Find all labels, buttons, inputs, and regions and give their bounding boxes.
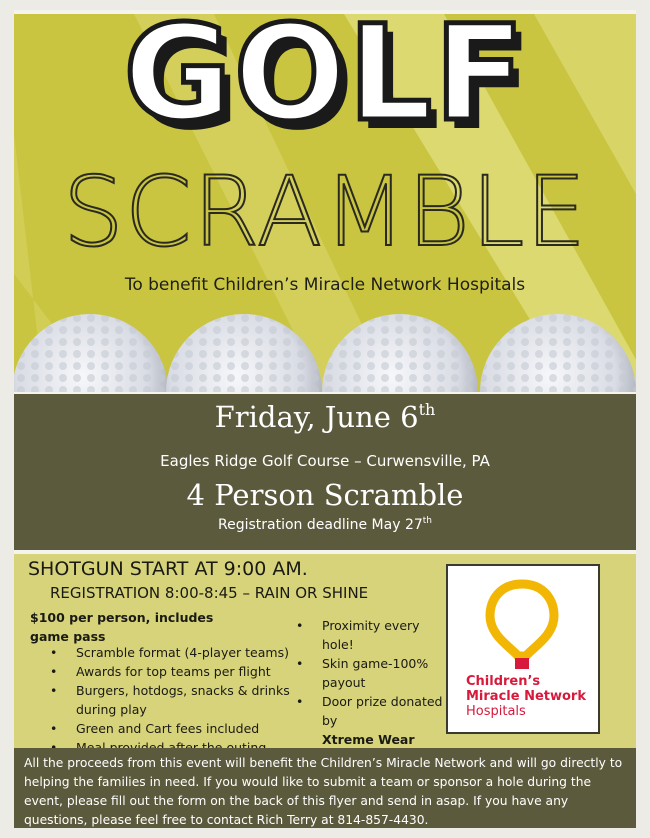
event-info-band <box>14 394 636 550</box>
benefit-line: To benefit Children’s Miracle Network Hospitals <box>124 275 526 295</box>
details-section <box>14 554 636 748</box>
golf-ball-icon <box>14 314 168 392</box>
list-item: • Awards for top teams per flight <box>50 662 300 681</box>
extras-list <box>296 616 446 749</box>
golf-ball-icon <box>322 314 478 392</box>
registration-deadline: Registration deadline May 27th <box>218 516 432 533</box>
list-item: • Proximity every hole! <box>296 616 446 654</box>
cmn-logo-text: Children’s Miracle Network Hospitals <box>466 674 586 719</box>
list-item: • Scramble format (4-player teams) <box>50 643 300 662</box>
registration-time: REGISTRATION 8:00-8:45 – RAIN OR SHINE <box>50 584 369 602</box>
event-venue: Eagles Ridge Golf Course – Curwensville, PA <box>160 452 490 470</box>
list-item: • Green and Cart fees included <box>50 719 300 738</box>
golf-balls-row <box>14 300 636 392</box>
cmn-logo <box>446 564 600 734</box>
price-info: $100 per person, includes game pass <box>30 610 214 644</box>
includes-list <box>50 643 300 757</box>
golf-title: GOLF <box>123 14 527 151</box>
footer-band <box>14 748 636 828</box>
list-item: • Skin game-100% payout <box>296 654 446 692</box>
header-section <box>14 14 636 392</box>
list-item: • Burgers, hotdogs, snacks & drinks during play <box>50 681 300 719</box>
flyer-page <box>14 10 636 828</box>
event-date: Friday, June 6th <box>214 400 436 434</box>
scramble-title: SCRAMBLE <box>62 156 588 268</box>
footer-text: All the proceeds from this event will benefit the Children’s Miracle Network and will go directly to helping the families in need. If you would like to submit a team or sponsor a hole during the event, please fill out the form on the back of this flyer and send in asap. If you have any questions, please feel free to contact Rich Terry at 814-857-4430. <box>24 756 623 827</box>
balloon-icon <box>482 578 562 670</box>
shotgun-start: SHOTGUN START AT 9:00 AM. <box>28 558 308 580</box>
golf-ball-icon <box>480 314 636 392</box>
sponsor-name: Xtreme Wear <box>322 732 415 747</box>
event-format: 4 Person Scramble <box>186 478 464 512</box>
golf-ball-icon <box>166 314 322 392</box>
list-item: • Door prize donated by Xtreme Wear <box>296 692 446 749</box>
